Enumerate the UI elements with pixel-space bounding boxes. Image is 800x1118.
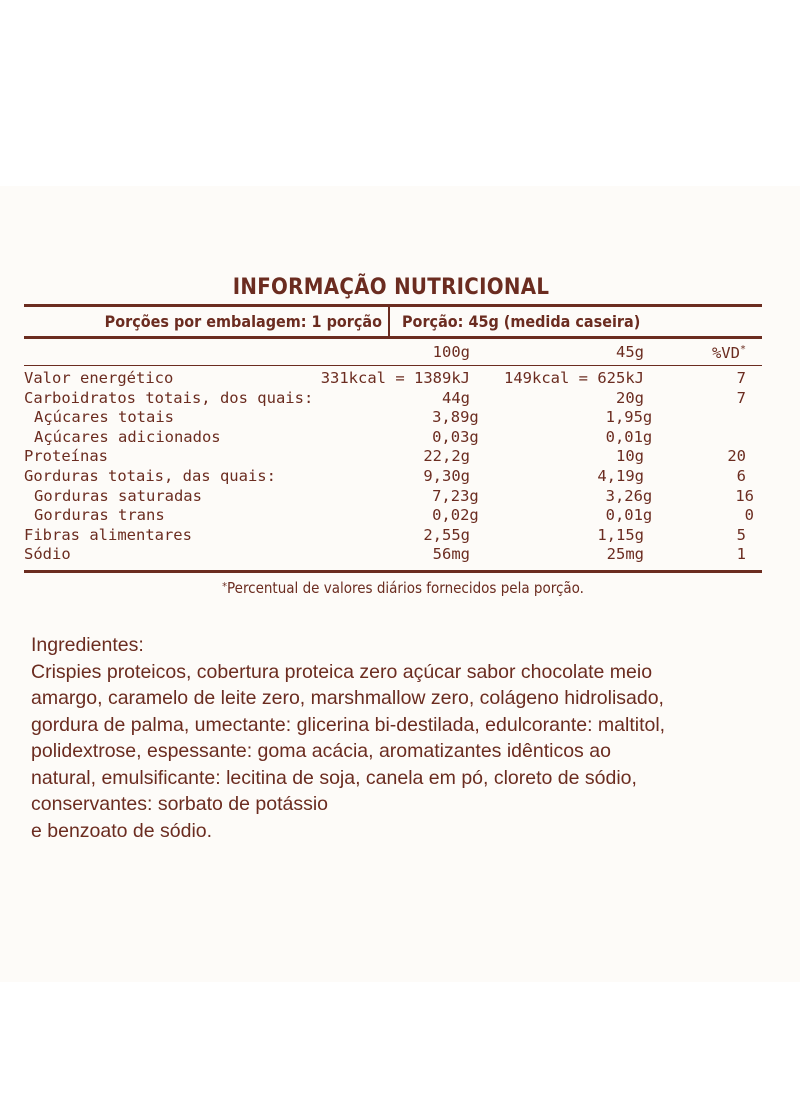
nutrient-value-100g: 7,23g: [432, 486, 479, 505]
footnote: [44, 579, 762, 597]
nutrient-value-45g: 20g: [616, 388, 644, 407]
nutrient-name: Fibras alimentares: [24, 525, 192, 544]
column-header-100g: 100g: [432, 343, 470, 361]
column-header-vd: %VD*: [711, 344, 746, 363]
nutrient-name: Gorduras saturadas: [34, 486, 202, 505]
nutrient-vd: 6: [736, 466, 746, 485]
nutrient-vd: 1: [736, 545, 746, 564]
nutrient-row: [24, 428, 762, 448]
nutrient-rows: [24, 366, 762, 570]
footnote-text: Percentual de valores diários fornecidos pela porção.: [227, 578, 584, 597]
nutrient-value-45g: 0,01g: [605, 506, 653, 525]
nutrient-value-45g: 25mg: [606, 545, 644, 564]
nutrient-name: Gorduras totais, das quais:: [24, 466, 276, 485]
nutrient-value-100g: 0,03g: [432, 427, 479, 446]
nutrient-row: [24, 408, 762, 428]
column-header-row: [24, 339, 762, 365]
footnote-asterisk: *: [222, 579, 228, 593]
nutrient-name: Sódio: [24, 545, 71, 564]
nutrient-value-100g: 3,89g: [432, 408, 479, 427]
nutrient-value-100g: 0,02g: [432, 506, 479, 525]
nutrient-value-45g: 149kcal = 625kJ: [504, 369, 644, 387]
nutrient-value-100g: 56mg: [432, 545, 470, 564]
nutrient-row: [24, 369, 762, 389]
nutrient-value-45g: 1,95g: [605, 408, 653, 427]
ingredients-section: [31, 632, 771, 844]
ingredients-text: Crispies proteicos, cobertura proteica zero açúcar sabor chocolate meio amargo, caramelo de leite zero, marshmallow zero, colágeno hidrolisado, gordura de palma, umectante: glicerina bi-destilada, edulcorante: maltitol, polidextrose, espessante: goma acácia, aromatizantes idênticos ao natural, emulsificante: lecitina de soja, canela em pó, cloreto de sódio, conservantes: sorbato de potássio e benzoato de sódio.: [31, 660, 666, 842]
nutrient-row: [24, 506, 762, 526]
nutrient-value-45g: 10g: [616, 447, 644, 466]
column-header-45g: 45g: [616, 343, 644, 361]
nutrient-value-100g: 44g: [442, 388, 470, 407]
nutrient-value-100g: 22,2g: [423, 447, 470, 466]
nutrition-title: INFORMAÇÃO NUTRICIONAL: [232, 275, 550, 300]
nutrient-row: [24, 487, 762, 507]
nutrient-vd: 7: [736, 388, 746, 407]
nutrition-facts-table: [24, 272, 762, 597]
nutrient-vd: 5: [736, 525, 746, 544]
vd-asterisk: *: [739, 344, 746, 356]
nutrient-vd: 16: [735, 486, 754, 505]
nutrient-value-45g: 0,01g: [605, 427, 653, 446]
nutrient-name: Proteínas: [24, 447, 108, 466]
nutrient-value-100g: 9,30g: [423, 466, 470, 485]
serving-size: Porção: 45g (medida caseira): [402, 312, 641, 331]
portion-row: [24, 307, 762, 336]
servings-per-package: Porções por embalagem: 1 porção: [24, 307, 390, 336]
nutrient-value-45g: 1,15g: [597, 525, 644, 544]
nutrient-vd: 0: [744, 506, 754, 525]
nutrient-row: [24, 526, 762, 546]
nutrient-vd: 20: [727, 447, 746, 466]
nutrient-value-100g: 2,55g: [423, 525, 470, 544]
nutrient-name: Carboidratos totais, dos quais:: [24, 388, 314, 407]
divider: [24, 570, 762, 573]
nutrient-value-100g: 331kcal = 1389kJ: [320, 369, 470, 387]
nutrient-row: [24, 389, 762, 409]
nutrient-vd: 7: [736, 369, 746, 387]
nutrient-row: [24, 447, 762, 467]
nutrient-value-45g: 3,26g: [605, 486, 653, 505]
nutrient-row: [24, 467, 762, 487]
nutrient-name: Açúcares totais: [34, 408, 174, 427]
ingredients-heading: Ingredientes:: [31, 634, 144, 656]
nutrient-name: Valor energético: [24, 369, 174, 387]
nutrient-name: Açúcares adicionados: [34, 427, 221, 446]
nutrient-row: [24, 545, 762, 565]
nutrient-name: Gorduras trans: [34, 506, 165, 525]
nutrient-value-45g: 4,19g: [597, 466, 644, 485]
